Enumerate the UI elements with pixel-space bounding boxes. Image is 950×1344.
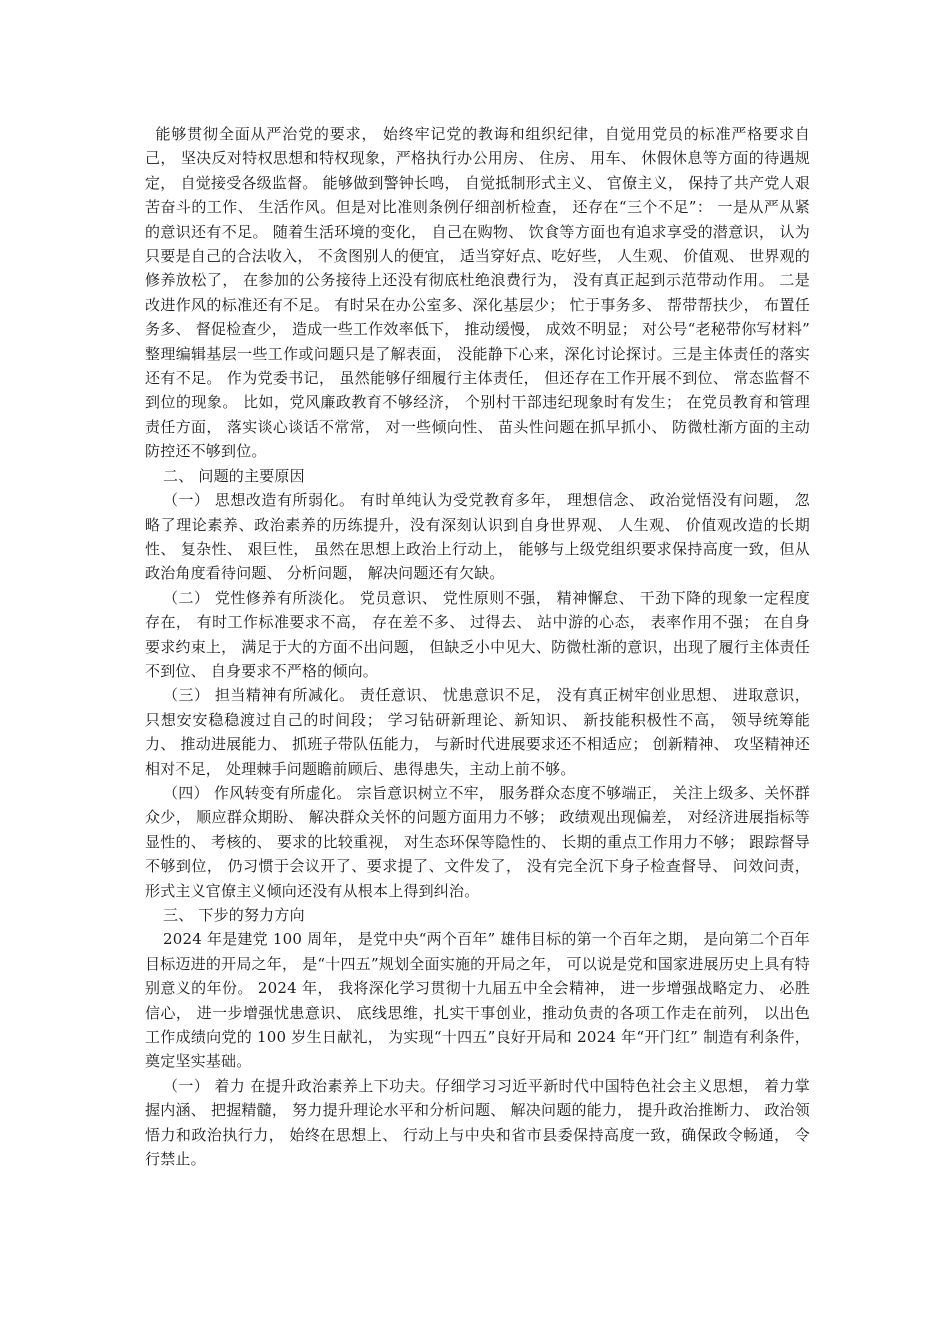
paragraph-intro: 能够贯彻全面从严治党的要求， 始终牢记党的教诲和组织纪律，自觉用党员的标准严格要求自己， 坚决反对特权思想和特权现象，严格执行办公用房、 住房、 用车、 休假休息等方面的待遇规定， 自觉接受各级监督。 能够做到警钟长鸣， 自觉抵制形式主义、 官僚主义， 保持了共产党人艰苦奋斗的工作、 生活作风。但是对比准则条例仔细剖析检查， 还存在“三个不足”： 一是从严从紧的意识还有不足。 随着生活环境的变化， 自己在购物、 饮食等方面也有追求享受的潜意识， 认为只要是自己的合法收入， 不贪图别人的便宜， 适当穿好点、吃好些， 人生观、 价值观、 世界观的修养放松了， 在参加的公务接待上还没有彻底杜绝浪费行为， 没有真正起到示范带动作用。 二是改进作风的标准还有不足。 有时呆在办公室多、深化基层少； 忙于事务多、 帮带帮扶少， 布置任务多、 督促检查少， 造成一些工作效率低下， 推动缓慢， 成效不明显； 对公号“老秘带你写材料” 整理编辑基层一些工作或问题只是了解表面， 没能静下心来，深化讨论探讨。三是主体责任的落实还有不足。 作为党委书记， 虽然能够仔细履行主体责任， 但还存在工作开展不到位、 常态监督不到位的现象。 比如，党风廉政教育不够经济， 个别村干部违纪现象时有发生； 在党员教育和管理责任方面， 落实谈心谈话不常常， 对一些倾向性、 苗头性问题在抓早抓小、 防微杜渐方面的主动防控还不够到位。: [145, 125, 810, 461]
paragraph-direction-1: （一） 着力 在提升政治素养上下功夫。仔细学习习近平新时代中国特色社会主义思想， 着力掌握内涵、 把握精髓， 努力提升理论水平和分析问题、 解决问题的能力， 提升政治推断力、 政治领悟力和政治执行力， 始终在思想上、 行动上与中央和省市县委保持高度一致，确保政令畅通， 令行禁止。: [145, 1076, 810, 1169]
paragraph-direction-intro: 2024 年是建党 100 周年， 是党中央“两个百年” 雄伟目标的第一个百年之期， 是向第二个百年目标迈进的开局之年， 是“十四五”规划全面实施的开局之年， 可以说是党和国家进展历史上具有特别意义的年份。 2024 年， 我将深化学习贯彻十九届五中全会精神， 进一步增强战略定力、 必胜信心， 进一步增强忧患意识、 底线思维，扎实干事创业，推动负责的各项工作走在前列， 以出色工作成绩向党的 100 岁生日献礼， 为实现“十四五”良好开局和 2024 年“开门红” 制造有利条件， 奠定坚实基础。: [145, 930, 810, 1071]
section-heading-3: 三、 下步的努力方向: [163, 906, 305, 924]
section-heading-2: 二、 问题的主要原因: [163, 466, 305, 485]
paragraph-reason-1: （一） 思想改造有所弱化。 有时单纯认为受党教育多年， 理想信念、 政治觉悟没有问题， 忽略了理论素养、政治素养的历练提升，没有深刻认识到自身世界观、 人生观、 价值观改造的长期性、 复杂性、 艰巨性， 虽然在思想上政治上行动上， 能够与上级党组织要求保持高度一致，但从政治角度看待问题、 分析问题， 解决问题还有欠缺。: [145, 491, 810, 583]
paragraph-reason-2: （二） 党性修养有所淡化。 党员意识、 党性原则不强， 精神懈怠、 干劲下降的现象一定程度存在， 有时工作标准要求不高， 存在差不多、 过得去、 站中游的心态， 表率作用不强； 在自身要求约束上， 满足于大的方面不出问题， 但缺乏小中见大、防微杜渐的意识，出现了履行主体责任不到位、 自身要求不严格的倾向。: [145, 588, 810, 680]
paragraph-reason-3: （三） 担当精神有所减化。 责任意识、 忧患意识不足， 没有真正树牢创业思想、 进取意识， 只想安安稳稳渡过自己的时间段； 学习钻研新理论、新知识、 新技能积极性不高， 领导统筹能力、 推动进展能力、 抓班子带队伍能力， 与新时代进展要求还不相适应； 创新精神、 攻坚精神还相对不足， 处理棘手问题瞻前顾后、患得患失，主动上前不够。: [145, 686, 810, 778]
paragraph-reason-4: （四） 作风转变有所虚化。 宗旨意识树立不牢， 服务群众态度不够端正， 关注上级多、关怀群众少， 顺应群众期盼、 解决群众关怀的问题方面用力不够； 政绩观出现偏差， 对经济进展指标等显性的、 考核的、 要求的比较重视， 对生态环保等隐性的、 长期的重点工作用力不够； 跟踪督导不够到位， 仍习惯于会议开了、要求提了、文件发了， 没有完全沉下身子检查督导、 问效问责， 形式主义官僚主义倾向还没有从根本上得到纠治。: [145, 783, 810, 900]
document-page: [145, 122, 810, 1171]
